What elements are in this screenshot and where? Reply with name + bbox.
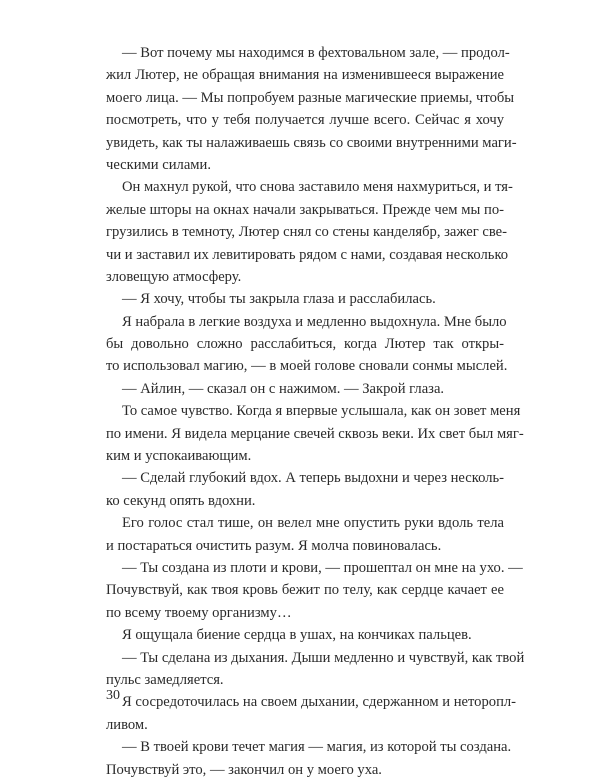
- text-line: чи и заставил их левитировать рядом с нами, создавая несколько: [106, 246, 509, 263]
- text-line: посмотреть, что у тебя получается лучше всего. Сейчас я хочу: [106, 112, 504, 129]
- text-line: Почувствуй, как твоя кровь бежит по телу, как сердце качает ее: [106, 582, 504, 599]
- text-line: моего лица. — Мы попробуем разные магические приемы, чтобы: [106, 89, 515, 106]
- text-line: ческими силами.: [106, 156, 211, 173]
- text-line: жил Лютер, не обращая внимания на изменившееся выражение: [106, 67, 504, 84]
- text-line: — Я хочу, чтобы ты закрыла глаза и расслабилась.: [122, 291, 436, 308]
- text-line: желые шторы на окнах начали закрываться. Прежде чем мы по-: [106, 201, 504, 218]
- text-line: ко секунд опять вдохни.: [106, 492, 256, 509]
- text-line: — Ты сделана из дыхания. Дыши медленно и чувствуй, как твой: [122, 649, 525, 666]
- text-line: — Вот почему мы находимся в фехтовальном зале, — продол-: [122, 45, 510, 61]
- page-number: 30: [106, 688, 120, 703]
- text-line: Его голос стал тише, он велел мне опустить руки вдоль тела: [122, 515, 504, 532]
- text-line: ким и успокаивающим.: [106, 448, 252, 465]
- text-line: — В твоей крови течет магия — магия, из которой ты создана.: [122, 739, 512, 756]
- text-line: ливом.: [106, 716, 148, 733]
- text-line: грузились в темноту, Лютер снял со стены канделябр, зажег све-: [106, 224, 507, 241]
- page-text: [106, 42, 525, 781]
- text-line: Он махнул рукой, что снова заставило меня нахмуриться, и тя-: [122, 179, 513, 196]
- text-line: — Айлин, — сказал он с нажимом. — Закрой глаза.: [122, 380, 445, 397]
- text-line: Я ощущала биение сердца в ушах, на кончиках пальцев.: [122, 627, 472, 644]
- text-line: — Сделай глубокий вдох. А теперь выдохни и через несколь-: [122, 470, 504, 487]
- text-line: Почувствуй это, — закончил он у моего уха.: [106, 761, 382, 778]
- text-line: и постараться очистить разум. Я молча повиновалась.: [106, 537, 442, 554]
- text-line: по всему твоему организму…: [106, 604, 292, 621]
- text-line: — Ты создана из плоти и крови, — прошептал он мне на ухо. —: [122, 559, 523, 576]
- text-line: увидеть, как ты налаживаешь связь со своими внутренними маги-: [106, 134, 517, 151]
- text-line: то использовал магию, — в моей голове сновали сонмы мыслей.: [106, 358, 508, 375]
- text-line: Я сосредоточилась на своем дыхании, сдержанном и неторопл-: [122, 694, 517, 711]
- text-line: пульс замедляется.: [106, 671, 224, 688]
- text-line: бы довольно сложно расслабиться, когда Лютер так откры-: [106, 336, 504, 353]
- text-line: То самое чувство. Когда я впервые услышала, как он зовет меня: [122, 403, 521, 420]
- text-line: Я набрала в легкие воздуха и медленно выдохнула. Мне было: [122, 313, 507, 330]
- text-line: зловещую атмосферу.: [106, 268, 242, 285]
- text-line: по имени. Я видела мерцание свечей сквозь веки. Их свет был мяг-: [106, 425, 524, 442]
